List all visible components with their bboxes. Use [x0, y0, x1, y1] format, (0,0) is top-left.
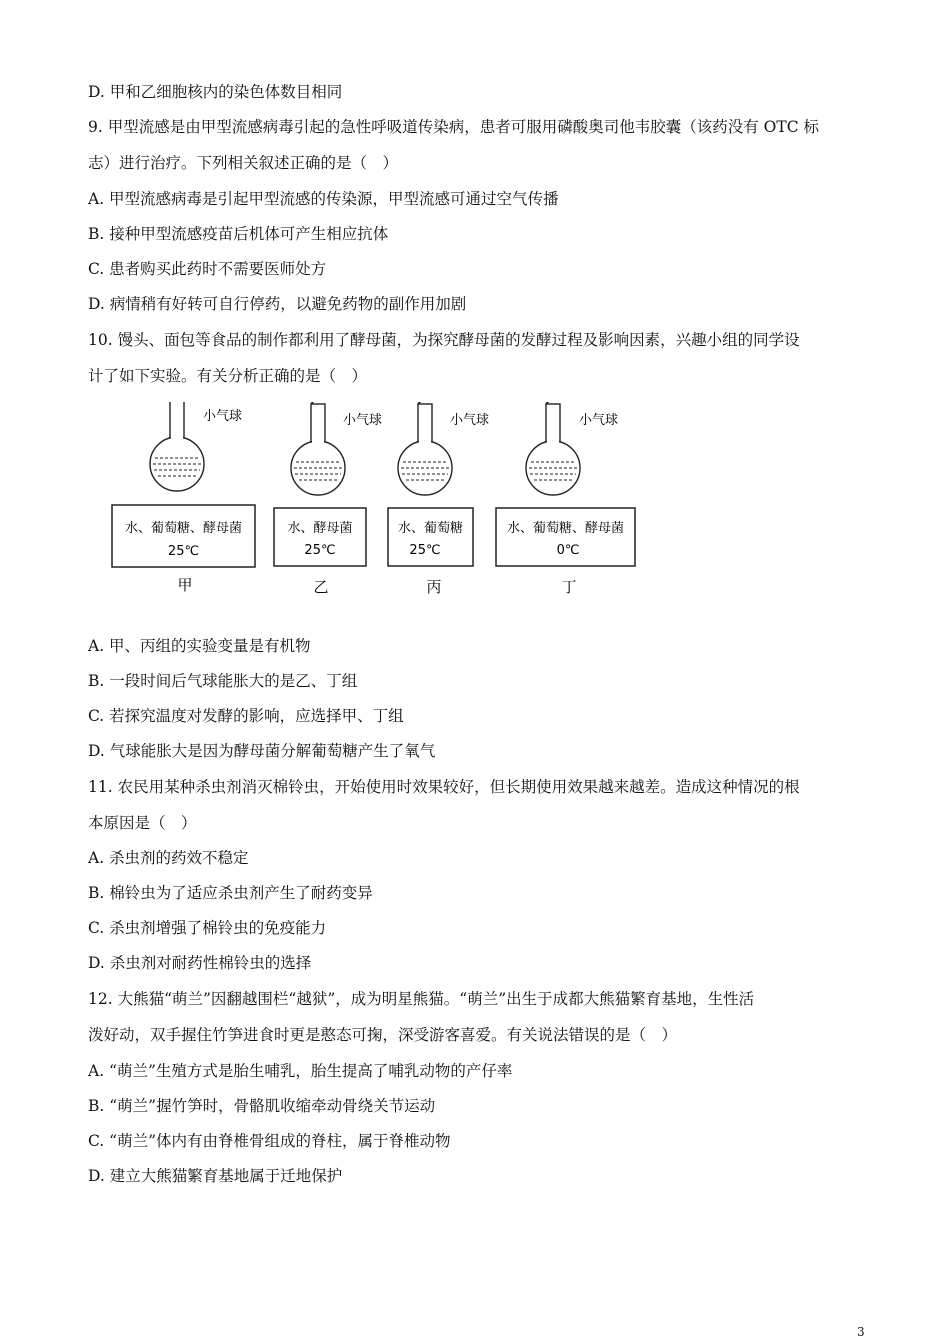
question-12-line-1: 12. 大熊猫“萌兰”因翻越围栏“越狱”，成为明星熊猫。“萌兰”出生于成都大熊猫繁育基地，生性活	[88, 990, 755, 1008]
question-11-line-2: 本原因是（ ）	[88, 814, 197, 832]
box-jia-temp: 25℃	[167, 544, 200, 559]
q10-option-d: D. 气球能胀大是因为酵母菌分解葡萄糖产生了氧气	[88, 742, 436, 760]
flask-bing	[398, 402, 452, 495]
q10-option-c: C. 若探究温度对发酵的影响，应选择甲、丁组	[88, 707, 404, 725]
question-11-line-1: 11. 农民用某种杀虫剂消灭棉铃虫，开始使用时效果较好，但长期使用效果越来越差。造成这种情况的根	[88, 778, 800, 796]
balloon-label-ding: 小气球	[579, 413, 619, 428]
balloon-label-yi: 小气球	[343, 413, 383, 428]
box-bing-temp: 25℃	[409, 543, 441, 558]
flask-ding	[526, 402, 580, 495]
q9-option-a: A. 甲型流感病毒是引起甲型流感的传染源，甲型流感可通过空气传播	[88, 190, 559, 208]
q11-option-b: B. 棉铃虫为了适应杀虫剂产生了耐药变异	[88, 884, 373, 902]
page-number: 3	[857, 1325, 865, 1339]
box-ding-contents: 水、葡萄糖、酵母菌	[506, 521, 625, 536]
q12-option-c: C. “萌兰”体内有由脊椎骨组成的脊柱，属于脊椎动物	[88, 1132, 451, 1150]
q11-option-a: A. 杀虫剂的药效不稳定	[88, 849, 249, 867]
experiment-figure	[105, 402, 645, 602]
box-yi-temp: 25℃	[304, 543, 336, 558]
question-10-line-1: 10. 馒头、面包等食品的制作都利用了酵母菌，为探究酵母菌的发酵过程及影响因素，兴趣小组的同学设	[88, 331, 800, 349]
box-ding-temp: 0℃	[556, 543, 580, 558]
question-10-line-2: 计了如下实验。有关分析正确的是（ ）	[88, 367, 368, 385]
balloon-label-jia: 小气球	[203, 409, 243, 424]
q10-option-a: A. 甲、丙组的实验变量是有机物	[88, 637, 311, 655]
line-1: D. 甲和乙细胞核内的染色体数目相同	[88, 83, 343, 101]
box-yi-contents: 水、酵母菌	[287, 521, 353, 536]
box-bing-contents: 水、葡萄糖	[397, 521, 464, 536]
q9-option-b: B. 接种甲型流感疫苗后机体可产生相应抗体	[88, 225, 389, 243]
q9-option-c: C. 患者购买此药时不需要医师处方	[88, 260, 327, 278]
flask-yi	[291, 402, 345, 495]
question-9-line-2: 志）进行治疗。下列相关叙述正确的是（ ）	[88, 154, 399, 172]
q12-option-a: A. “萌兰”生殖方式是胎生哺乳，胎生提高了哺乳动物的产仔率	[88, 1062, 513, 1080]
balloon-label-bing: 小气球	[450, 413, 490, 428]
label-ding: 丁	[561, 578, 577, 596]
flask-jia	[150, 402, 204, 491]
q9-option-d: D. 病情稍有好转可自行停药，以避免药物的副作用加剧	[88, 295, 467, 313]
label-yi: 乙	[313, 578, 329, 596]
label-bing: 丙	[426, 578, 442, 596]
q12-option-d: D. 建立大熊猫繁育基地属于迁地保护	[88, 1167, 343, 1185]
question-9-line-1: 9. 甲型流感是由甲型流感病毒引起的急性呼吸道传染病，患者可服用磷酸奥司他韦胶囊（该药没有 OTC 标	[88, 118, 819, 136]
q11-option-d: D. 杀虫剂对耐药性棉铃虫的选择	[88, 954, 312, 972]
q10-option-b: B. 一段时间后气球能胀大的是乙、丁组	[88, 672, 358, 690]
question-12-line-2: 泼好动，双手握住竹笋进食时更是憨态可掬，深受游客喜爱。有关说法错误的是（ ）	[88, 1026, 678, 1044]
q11-option-c: C. 杀虫剂增强了棉铃虫的免疫能力	[88, 919, 327, 937]
q12-option-b: B. “萌兰”握竹笋时，骨骼肌收缩牵动骨绕关节运动	[88, 1097, 436, 1115]
box-jia-contents: 水、葡萄糖、酵母菌	[124, 521, 243, 536]
label-jia: 甲	[177, 576, 193, 594]
